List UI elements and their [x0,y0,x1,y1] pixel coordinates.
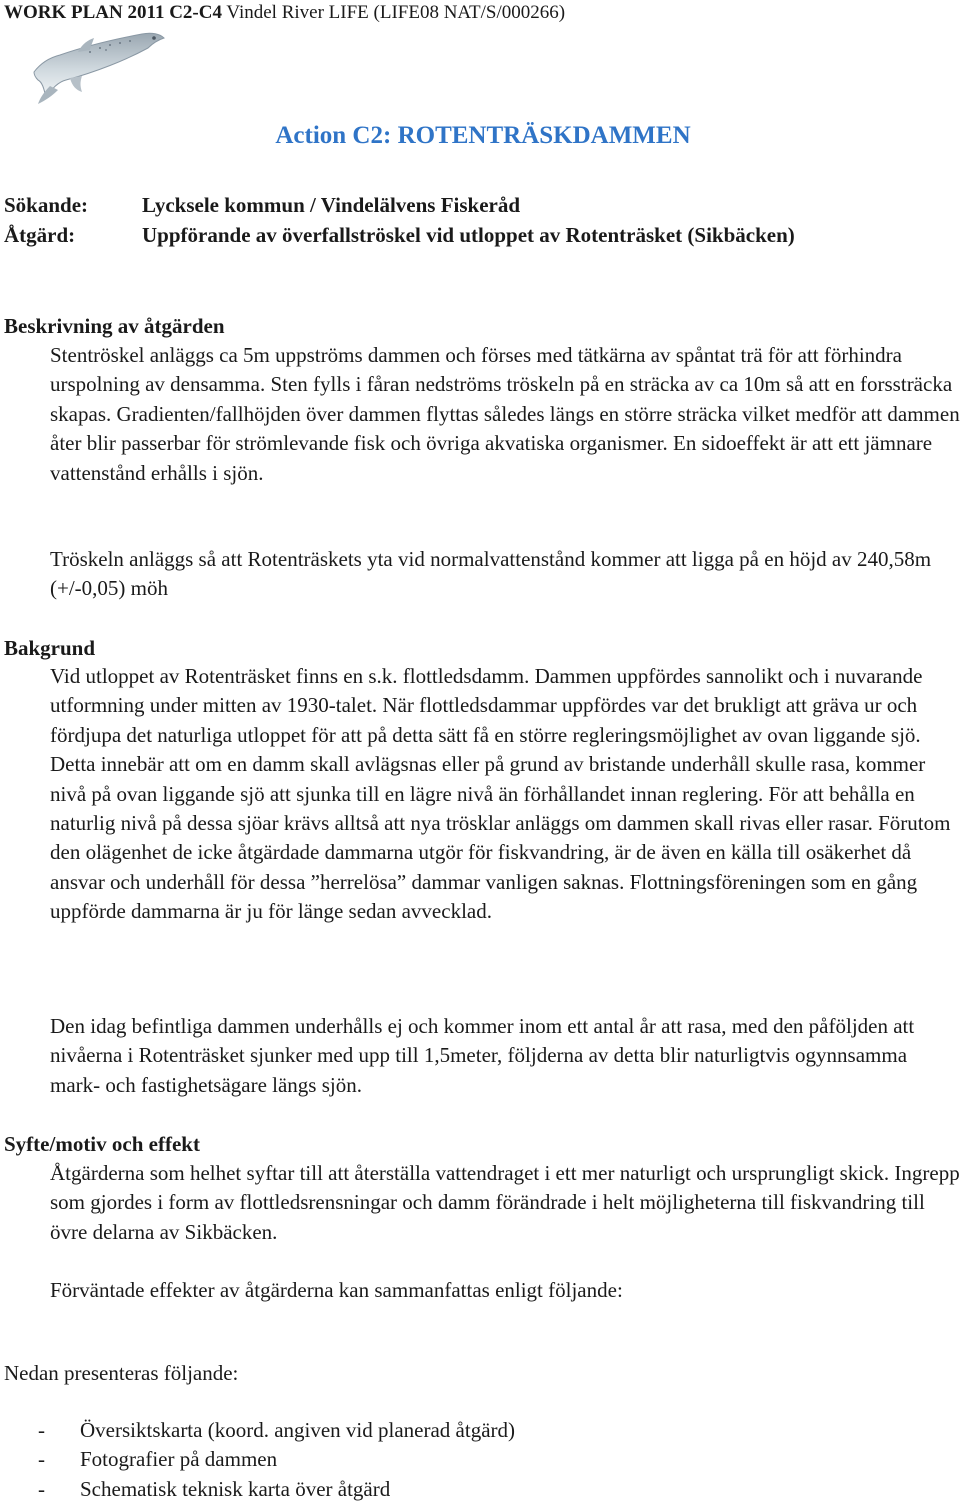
project-label: Vindel River LIFE (LIFE08 NAT/S/000266) [221,2,566,23]
list-item [38,1475,515,1504]
presented-list [38,1416,515,1504]
salmon-logo-icon [30,28,170,104]
page-title: Action C2: ROTENTRÄSKDAMMEN [275,122,691,149]
description-heading: Beskrivning av åtgärden [4,314,225,338]
presented-intro: Nedan presenteras följande: [4,1361,239,1385]
purpose-paragraph-2: Förväntade effekter av åtgärderna kan sammanfattas enligt följande: [50,1278,623,1302]
applicant-label: Sökande: [4,193,89,217]
work-plan-label: WORK PLAN 2011 C2-C4 [4,2,222,23]
measure-value: Uppförande av överfallströskel vid utloppet av Rotenträsket (Sikbäcken) [142,223,795,247]
list-bullet: - [38,1418,45,1442]
list-bullet: - [38,1476,45,1501]
background-heading: Bakgrund [4,636,96,660]
list-item [38,1445,515,1474]
background-paragraph-1: Vid utloppet av Rotenträsket finns en s.k. flottledsdamm. Dammen uppfördes sannolikt och i nuvarande utformning under mitten av 1930-talet. När flottledsdammar uppfördes var det brukligt att gräva ur och fördjupa det naturliga utloppet för att på detta sätt få en större regleringsmöjlighet av ovan liggande sjö. Detta innebär att om en damm skall avlägsnas eller på grund av bristande underhåll skulle rasa, kommer nivå på ovan liggande sjö att sjunka till en lägre nivå än förhållandet innan reglering. För att behålla en naturlig nivå på dessa sjöar krävs alltså att nya trösklar anläggs om dammen skall rivas eller rasar. Förutom den olägenhet de icke åtgärdade dammarna utgör för fiskvandring, är de även en källa till osäkerhet då ansvar och underhåll för dessa ”herrelösa” dammar vanligen saknas. Flottningsföreningen som en gång uppförde dammarna är ju för länge sedan avvecklad. [50,664,951,924]
list-item-text: Översiktskarta (koord. angiven vid planerad åtgärd) [80,1418,516,1442]
applicant-value: Lycksele kommun / Vindelälvens Fiskeråd [142,193,521,217]
description-paragraph-2: Tröskeln anläggs så att Rotenträskets yta vid normalvattenstånd kommer att ligga på en höjd av 240,58m (+/-0,05) möh [50,547,932,601]
purpose-paragraph-1: Åtgärderna som helhet syftar till att återställa vattendraget i ett mer naturligt och ursprungligt skick. Ingrepp som gjordes i form av flottledsrensningar och damm förändrade i helt möjligheterna till fiskvandring till övre delarna av Sikbäcken. [50,1161,960,1244]
list-item-text: Fotografier på dammen [80,1447,278,1472]
purpose-heading: Syfte/motiv och effekt [4,1132,200,1156]
list-item [38,1416,515,1445]
measure-label: Åtgärd: [4,223,76,247]
background-paragraph-2: Den idag befintliga dammen underhålls ej och kommer inom ett antal år att rasa, med den påföljden att nivåerna i Rotenträsket sjunker med upp till 1,5meter, följderna av detta blir naturligtvis ogynnsamma mark- och fastighetsägare längs sjön. [50,1014,915,1097]
page-header [4,2,565,24]
description-paragraph-1: Stentröskel anläggs ca 5m uppströms dammen och förses med tätkärna av spåntat trä för att förhindra urspolning av densamma. Sten fylls i fåran nedströms tröskeln på en sträcka av ca 10m så att en forssträcka skapas. Gradienten/fallhöjden över dammen flyttas således längs en större sträcka vilket medför att dammen åter blir passerbar för strömlevande fisk och övriga akvatiska organismer. En sidoeffekt är att ett jämnare vattenstånd erhålls i sjön. [50,343,960,485]
list-bullet: - [38,1447,45,1472]
list-item-text: Schematisk teknisk karta över åtgärd [80,1476,391,1501]
